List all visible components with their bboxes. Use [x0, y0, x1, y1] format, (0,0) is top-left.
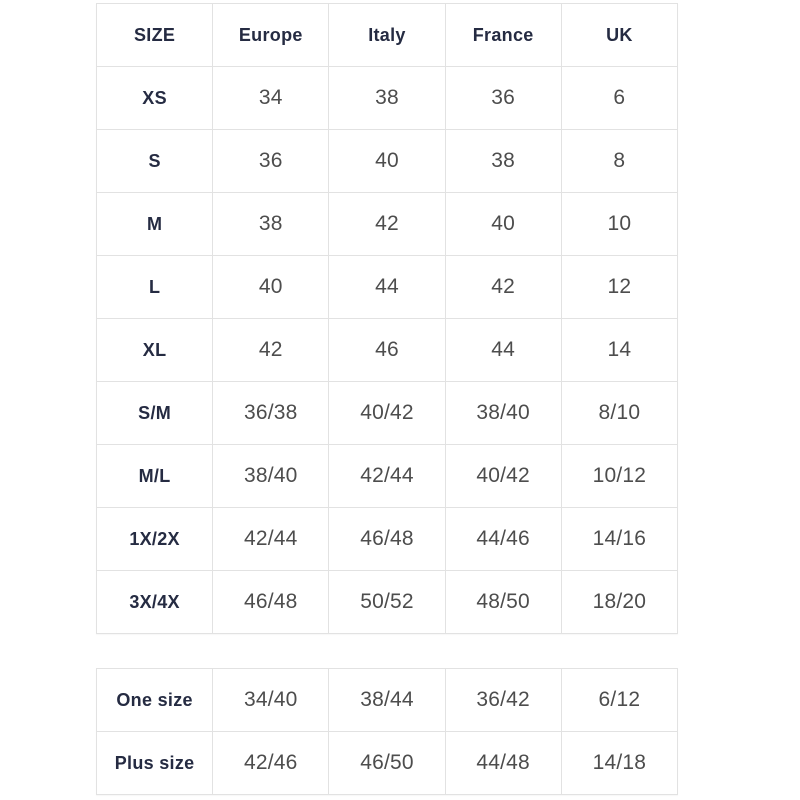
- value-cell: 40/42: [329, 382, 445, 445]
- value-cell: 42: [329, 193, 445, 256]
- column-header-size: SIZE: [97, 4, 213, 67]
- table-row: [97, 67, 678, 130]
- table-row: [97, 445, 678, 508]
- value-cell: 48/50: [445, 571, 561, 634]
- size-label-cell: S: [97, 130, 213, 193]
- value-cell: 40: [213, 256, 329, 319]
- column-header-europe: Europe: [213, 4, 329, 67]
- value-cell: 38: [445, 130, 561, 193]
- value-cell: 46/50: [329, 732, 445, 795]
- column-header-uk: UK: [561, 4, 677, 67]
- size-label-cell: One size: [97, 669, 213, 732]
- table-row: [97, 382, 678, 445]
- value-cell: 18/20: [561, 571, 677, 634]
- table-row: [97, 256, 678, 319]
- header-row: [97, 4, 678, 67]
- value-cell: 6: [561, 67, 677, 130]
- value-cell: 14/16: [561, 508, 677, 571]
- table-row: [97, 130, 678, 193]
- value-cell: 38: [213, 193, 329, 256]
- value-cell: 46/48: [213, 571, 329, 634]
- value-cell: 44/46: [445, 508, 561, 571]
- value-cell: 42/44: [213, 508, 329, 571]
- value-cell: 14: [561, 319, 677, 382]
- value-cell: 10: [561, 193, 677, 256]
- value-cell: 12: [561, 256, 677, 319]
- value-cell: 38/40: [445, 382, 561, 445]
- size-label-cell: M: [97, 193, 213, 256]
- special-sizes-table: [96, 668, 678, 795]
- table-row: [97, 571, 678, 634]
- value-cell: 10/12: [561, 445, 677, 508]
- size-label-cell: M/L: [97, 445, 213, 508]
- value-cell: 44: [445, 319, 561, 382]
- value-cell: 36: [445, 67, 561, 130]
- value-cell: 40: [445, 193, 561, 256]
- value-cell: 8: [561, 130, 677, 193]
- value-cell: 42: [213, 319, 329, 382]
- table-row: [97, 669, 678, 732]
- value-cell: 46/48: [329, 508, 445, 571]
- value-cell: 38/40: [213, 445, 329, 508]
- value-cell: 14/18: [561, 732, 677, 795]
- size-label-cell: 3X/4X: [97, 571, 213, 634]
- value-cell: 8/10: [561, 382, 677, 445]
- table-row: [97, 732, 678, 795]
- size-label-cell: XS: [97, 67, 213, 130]
- value-cell: 40/42: [445, 445, 561, 508]
- column-header-france: France: [445, 4, 561, 67]
- value-cell: 36/42: [445, 669, 561, 732]
- table-row: [97, 508, 678, 571]
- size-label-cell: S/M: [97, 382, 213, 445]
- column-header-italy: Italy: [329, 4, 445, 67]
- size-label-cell: L: [97, 256, 213, 319]
- value-cell: 42/46: [213, 732, 329, 795]
- value-cell: 36/38: [213, 382, 329, 445]
- value-cell: 38/44: [329, 669, 445, 732]
- value-cell: 42: [445, 256, 561, 319]
- value-cell: 34/40: [213, 669, 329, 732]
- size-label-cell: Plus size: [97, 732, 213, 795]
- size-label-cell: 1X/2X: [97, 508, 213, 571]
- value-cell: 44: [329, 256, 445, 319]
- value-cell: 50/52: [329, 571, 445, 634]
- value-cell: 34: [213, 67, 329, 130]
- value-cell: 42/44: [329, 445, 445, 508]
- size-conversion-table: [96, 3, 678, 634]
- table-row: [97, 319, 678, 382]
- table-row: [97, 193, 678, 256]
- value-cell: 36: [213, 130, 329, 193]
- size-label-cell: XL: [97, 319, 213, 382]
- value-cell: 40: [329, 130, 445, 193]
- value-cell: 38: [329, 67, 445, 130]
- value-cell: 6/12: [561, 669, 677, 732]
- value-cell: 46: [329, 319, 445, 382]
- value-cell: 44/48: [445, 732, 561, 795]
